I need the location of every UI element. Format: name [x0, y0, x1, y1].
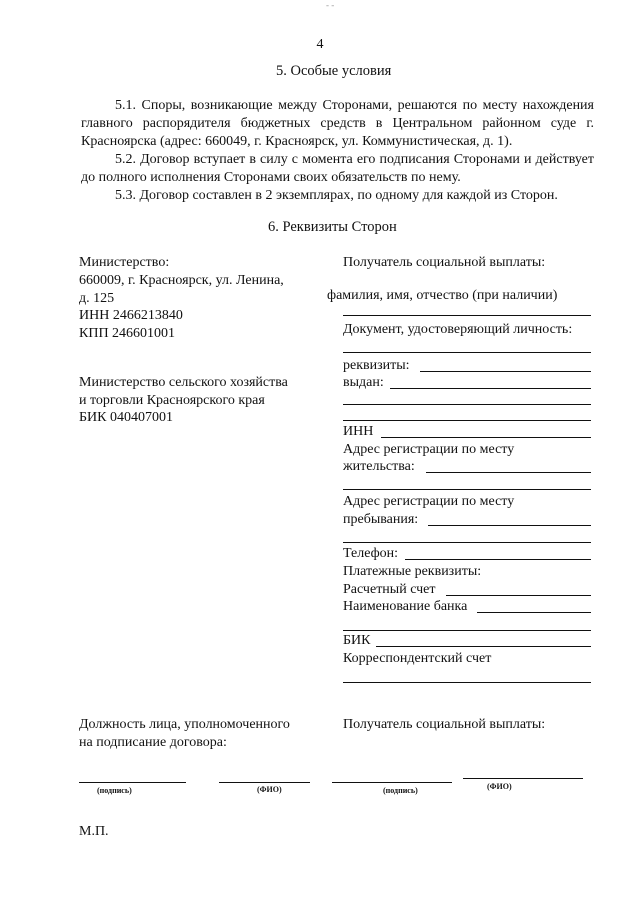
bank-name-extra-line[interactable] — [343, 630, 591, 631]
fio-line-recipient[interactable] — [463, 778, 583, 779]
clause-5-1 — [81, 97, 594, 151]
stamp-label: М.П. — [79, 824, 109, 839]
clause-5-3 — [81, 187, 594, 205]
ministry-kpp: КПП 246601001 — [79, 326, 176, 341]
requisites-line[interactable] — [420, 371, 591, 372]
issued-extra-line-1[interactable] — [343, 404, 591, 405]
reg-address-label-2: жительства: — [343, 459, 415, 474]
stay-address-extra-line[interactable] — [343, 542, 591, 543]
reg-address-label-1: Адрес регистрации по месту — [343, 442, 515, 457]
fio-caption-recipient: (ФИО) — [487, 782, 512, 791]
clause-5-2-text: 5.2. Договор вступает в силу с момента его подписания Сторонами и действует до полного исполнения Сторонами своих обязательств по нему. — [81, 152, 594, 185]
id-document-line[interactable] — [343, 352, 591, 353]
ministry-name-2: и торговли Красноярского края — [79, 393, 265, 408]
clause-5-1-text: 5.1. Споры, возникающие между Сторонами, решаются по месту нахождения главного распорядителя бюджетных средств в Центральном районном суде г. Красноярска (адрес: 660049, г. Красноярск, ул. Коммунистическая, д. 1). — [81, 98, 594, 149]
fio-line[interactable] — [343, 315, 591, 316]
ministry-address-1: 660009, г. Красноярск, ул. Ленина, — [79, 273, 284, 288]
signatory-label-1: Должность лица, уполномоченного — [79, 717, 290, 732]
ministry-name-1: Министерство сельского хозяйства — [79, 375, 288, 390]
fio-caption-ministry: (ФИО) — [257, 785, 282, 794]
reg-address-extra-line[interactable] — [343, 489, 591, 490]
recipient-inn-label: ИНН — [343, 424, 374, 439]
requisites-label: реквизиты: — [343, 358, 410, 373]
account-label: Расчетный счет — [343, 582, 436, 597]
phone-line[interactable] — [405, 559, 591, 560]
scan-artifact: - - — [326, 0, 335, 10]
signature-caption-recipient: (подпись) — [383, 786, 418, 795]
bank-name-line[interactable] — [477, 612, 591, 613]
recipient-fio-caption: фамилия, имя, отчество (при наличии) — [327, 288, 558, 303]
recipient-bik-line[interactable] — [376, 646, 591, 647]
ministry-bik: БИК 040407001 — [79, 410, 173, 425]
stay-address-label-1: Адрес регистрации по месту — [343, 494, 515, 509]
clause-5-2 — [81, 151, 594, 187]
corr-account-line[interactable] — [343, 682, 591, 683]
clause-5-3-text: 5.3. Договор составлен в 2 экземплярах, по одному для каждой из Сторон. — [115, 188, 558, 203]
ministry-inn: ИНН 2466213840 — [79, 308, 183, 323]
issued-extra-line-2[interactable] — [343, 420, 591, 421]
id-document-label: Документ, удостоверяющий личность: — [343, 322, 573, 337]
signature-line-ministry[interactable] — [79, 782, 186, 783]
account-line[interactable] — [446, 595, 591, 596]
recipient-sign-label: Получатель социальной выплаты: — [343, 717, 546, 732]
stay-address-label-2: пребывания: — [343, 512, 419, 527]
stay-address-line[interactable] — [428, 525, 591, 526]
corr-account-label: Корреспондентский счет — [343, 651, 492, 666]
recipient-label: Получатель социальной выплаты: — [343, 255, 546, 270]
recipient-bik-label: БИК — [343, 633, 371, 648]
issued-line[interactable] — [390, 388, 591, 389]
phone-label: Телефон: — [343, 546, 399, 561]
ministry-address-2: д. 125 — [79, 291, 115, 306]
signatory-label-2: на подписание договора: — [79, 735, 227, 750]
signature-caption-ministry: (подпись) — [97, 786, 132, 795]
issued-label: выдан: — [343, 375, 384, 390]
fio-line-ministry[interactable] — [219, 782, 310, 783]
payment-requisites-label: Платежные реквизиты: — [343, 564, 482, 579]
bank-name-label: Наименование банка — [343, 599, 468, 614]
section-5-title: 5. Особые условия — [276, 63, 392, 79]
recipient-inn-line[interactable] — [381, 437, 591, 438]
signature-line-recipient[interactable] — [332, 782, 452, 783]
ministry-label: Министерство: — [79, 255, 170, 270]
page-number: 4 — [316, 37, 324, 52]
reg-address-line[interactable] — [426, 472, 591, 473]
section-6-title: 6. Реквизиты Сторон — [268, 219, 397, 235]
